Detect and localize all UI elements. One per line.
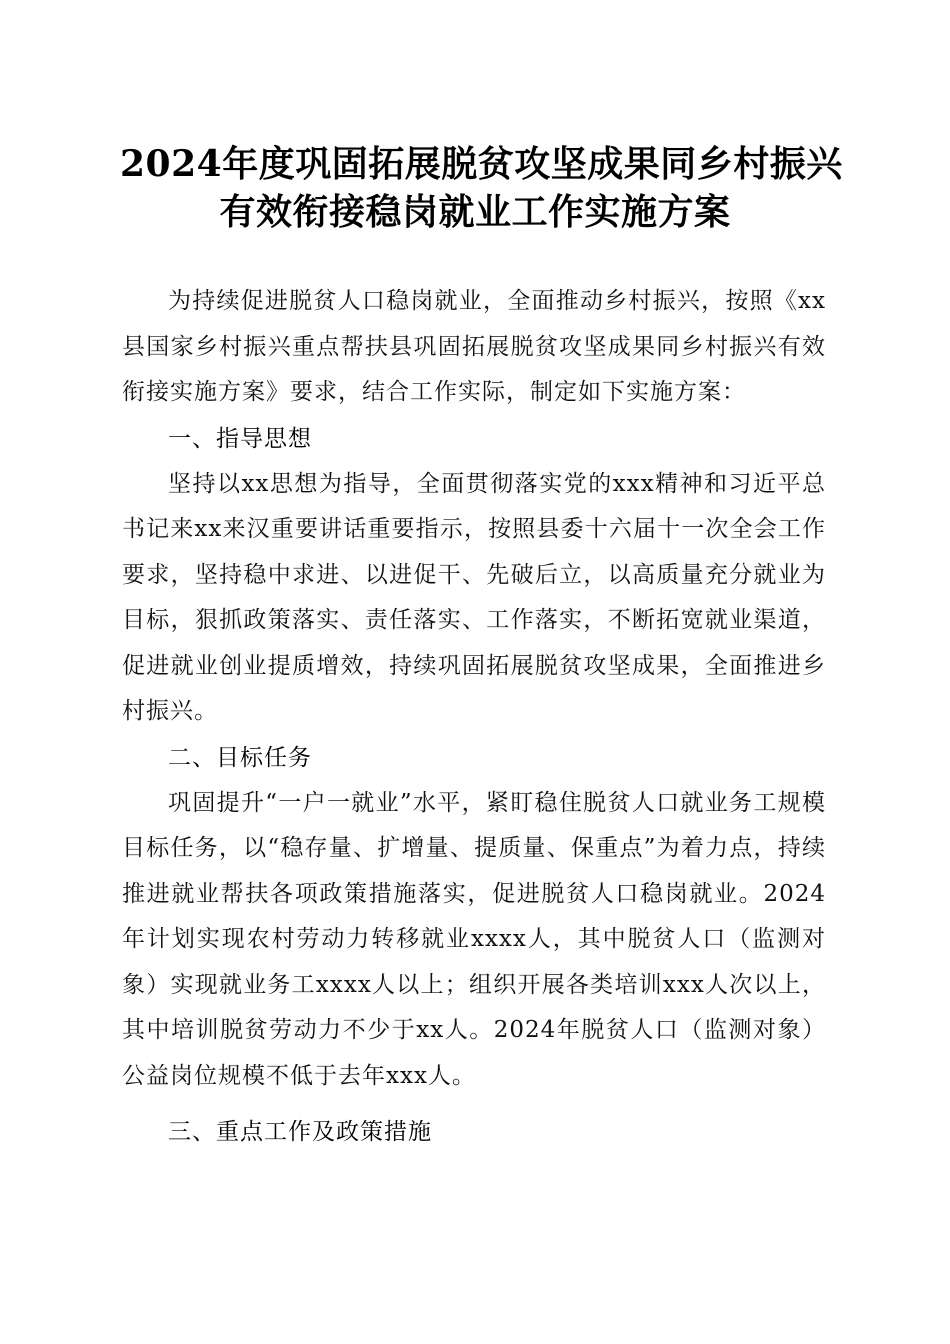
section-heading-guiding-ideology: 一、指导思想 [168,425,312,452]
title-line-1: 2024年度巩固拓展脱贫攻坚成果同乡村振兴 [120,143,843,185]
title-line-2: 有效衔接稳岗就业工作实施方案 [219,191,731,233]
section-paragraph-guiding-ideology: 坚持以xx思想为指导，全面贯彻落实党的xxx精神和习近平总书记来xx来汉重要讲话重要指示，按照县委十六届十一次全会工作要求，坚持稳中求进、以进促干、先破后立，以高质量充分就业为目标，狠抓政策落实、责任落实、工作落实，不断拓宽就业渠道，促进就业创业提质增效，持续巩固拓展脱贫攻坚成果，全面推进乡村振兴。 [122,470,826,724]
document-body [122,279,826,1155]
section-heading-key-work: 三、重点工作及政策措施 [168,1119,432,1145]
section-paragraph-objectives: 巩固提升“一户一就业”水平，紧盯稳住脱贫人口就业务工规模目标任务，以“稳存量、扩增量、提质量、保重点”为着力点，持续推进就业帮扶各项政策措施落实，促进脱贫人口稳岗就业。2024年计划实现农村劳动力转移就业xxxx人，其中脱贫人口（监测对象）实现就业务工xxxx人以上；组织开展各类培训xxx人次以上，其中培训脱贫劳动力不少于xx人。2024年脱贫人口（监测对象）公益岗位规模不低于去年xxx人。 [122,789,826,1089]
document-title [120,140,843,236]
section-heading-objectives: 二、目标任务 [168,744,312,771]
intro-paragraph: 为持续促进脱贫人口稳岗就业，全面推动乡村振兴，按照《xx县国家乡村振兴重点帮扶县巩固拓展脱贫攻坚成果同乡村振兴有效衔接实施方案》要求，结合工作实际，制定如下实施方案： [122,288,826,405]
